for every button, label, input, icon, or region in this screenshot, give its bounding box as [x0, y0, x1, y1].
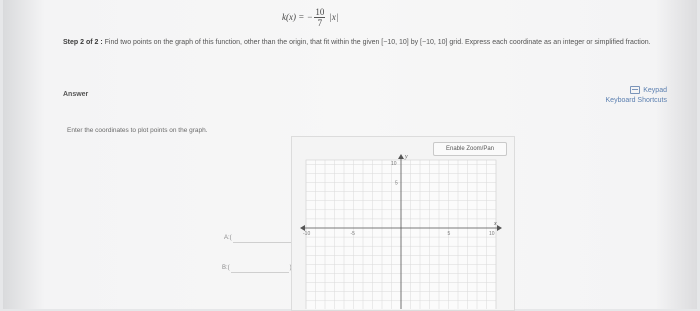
tick-label-y-5: 5 [395, 180, 398, 187]
function-abs: |x| [329, 12, 339, 22]
fraction-denominator: 7 [317, 17, 323, 28]
enable-zoom-pan-button[interactable]: Enable Zoom/Pan [433, 142, 507, 156]
y-axis-arrow-icon [398, 154, 404, 159]
tick-label-x-5: 5 [447, 231, 451, 237]
function-lhs: k(x) = [282, 12, 305, 22]
tick-label-y-10: 10 [391, 161, 397, 167]
point-b-label: B:( [222, 265, 230, 271]
x-axis-arrow-right-icon [497, 225, 502, 231]
tick-label-x-10: 10 [489, 231, 495, 237]
plot-instruction: Enter the coordinates to plot points on the graph. [67, 127, 208, 134]
keyboard-shortcuts-link[interactable]: Keyboard Shortcuts [605, 97, 667, 104]
function-sign: − [307, 12, 313, 22]
step-label: Step 2 of 2 : [63, 39, 103, 46]
point-a-label: A:( [224, 235, 232, 241]
tick-label-x-neg10: -10 [303, 231, 311, 237]
x-axis-label: x [494, 221, 497, 227]
y-axis-label: y [405, 154, 408, 160]
tick-label-x-neg5: -5 [350, 231, 355, 237]
keypad-label: Keypad [643, 86, 667, 94]
answer-heading: Answer [63, 91, 89, 98]
step-text: Find two points on the graph of this function, other than the origin, that fit within the given [−10, 10] by [−10, 10] grid. Express each coordinate as an integer or simplified fraction. [104, 39, 651, 46]
fraction-numerator: 10 [315, 6, 325, 17]
